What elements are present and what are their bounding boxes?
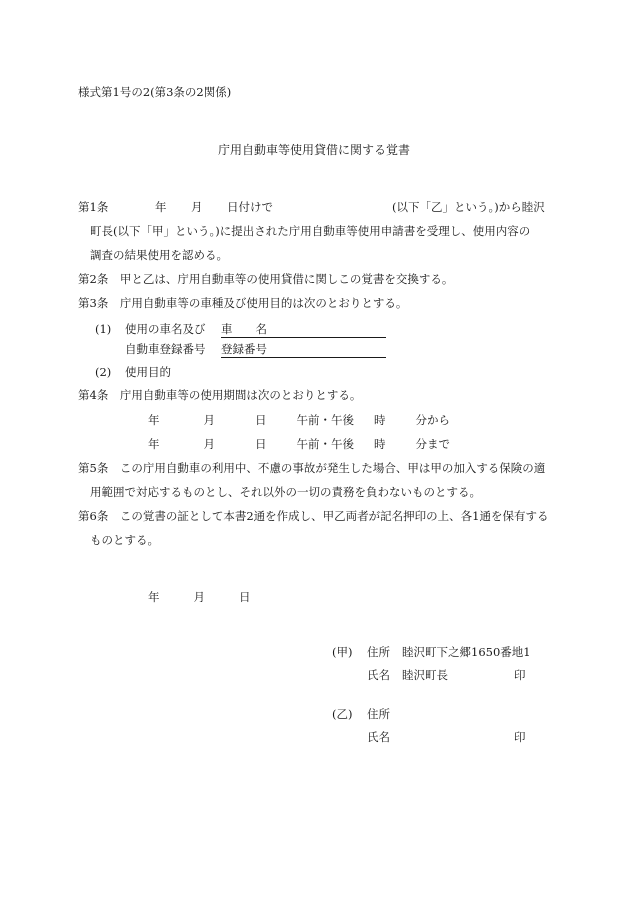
- party-a-name-label: 氏名: [367, 668, 390, 682]
- registration-number-label: 登録番号: [221, 342, 267, 356]
- document-title: 庁用自動車等使用貸借に関する覚書: [218, 143, 411, 157]
- article-1-year: 年: [155, 200, 167, 214]
- period-hour: 時: [374, 413, 386, 427]
- period-day: 日: [255, 413, 267, 427]
- article-1-date-suffix: 日付けで: [227, 200, 273, 214]
- party-a-address: 睦沢町下之郷1650番地1: [402, 645, 531, 659]
- period-end-row: [148, 436, 450, 452]
- article-5-line-1: 第5条 この庁用自動車の利用中、不慮の事故が発生した場合、甲は甲の加入する保険の適: [78, 461, 546, 475]
- party-b-label: (乙): [332, 707, 353, 721]
- period-start-row: [148, 412, 450, 428]
- article-1-note: (以下「乙」という。)から睦沢: [392, 200, 545, 214]
- signing-date: [148, 589, 251, 605]
- period-hour: 時: [374, 437, 386, 451]
- article-2: 第2条 甲と乙は、庁用自動車等の使用貸借に関しこの覚書を交換する。: [78, 272, 454, 286]
- party-a-label: (甲): [332, 645, 353, 659]
- article-1-month: 月: [191, 200, 203, 214]
- vehicle-name-field: [221, 321, 386, 338]
- period-ampm: 午前・午後: [296, 413, 354, 427]
- article-1-line-3: 調査の結果使用を認める。: [90, 248, 228, 262]
- period-month: 月: [203, 437, 215, 451]
- item-2-label: 使用目的: [125, 365, 171, 379]
- period-until: 分まで: [415, 437, 450, 451]
- period-day: 日: [255, 437, 267, 451]
- article-6-line-2: ものとする。: [90, 533, 159, 547]
- date-day: 日: [239, 590, 251, 604]
- form-number: 様式第1号の2(第3条の2関係): [78, 85, 232, 99]
- article-1-label: 第1条: [78, 200, 109, 214]
- period-from: 分から: [415, 413, 450, 427]
- item-1-label-2: 自動車登録番号: [125, 342, 206, 356]
- period-ampm: 午前・午後: [296, 437, 354, 451]
- article-6-line-1: 第6条 この覚書の証として本書2通を作成し、甲乙両者が記名押印の上、各1通を保有する: [78, 509, 549, 523]
- party-a-seal: 印: [514, 668, 526, 682]
- party-b-address-label: 住所: [367, 707, 390, 721]
- registration-number-field: [221, 341, 386, 358]
- article-1-line-2: 町長(以下「甲」という。)に提出された庁用自動車等使用申請書を受理し、使用内容の: [90, 224, 531, 238]
- article-5-line-2: 用範囲で対応するものとし、それ以外の一切の責務を負わないものとする。: [90, 485, 481, 499]
- vehicle-name-label: 車 名: [221, 322, 267, 336]
- party-b-seal: 印: [514, 730, 526, 744]
- period-year: 年: [148, 437, 160, 451]
- period-year: 年: [148, 413, 160, 427]
- party-a-address-label: 住所: [367, 645, 390, 659]
- party-a-name: 睦沢町長: [402, 668, 448, 682]
- article-3: 第3条 庁用自動車等の車種及び使用目的は次のとおりとする。: [78, 296, 408, 310]
- date-month: 月: [193, 590, 205, 604]
- item-2-number: (2): [95, 365, 112, 379]
- period-month: 月: [203, 413, 215, 427]
- party-b-name-label: 氏名: [367, 730, 390, 744]
- article-4: 第4条 庁用自動車等の使用期間は次のとおりとする。: [78, 388, 362, 402]
- date-year: 年: [148, 590, 160, 604]
- item-1-number: (1): [95, 322, 112, 336]
- item-1-label-1: 使用の車名及び: [125, 322, 206, 336]
